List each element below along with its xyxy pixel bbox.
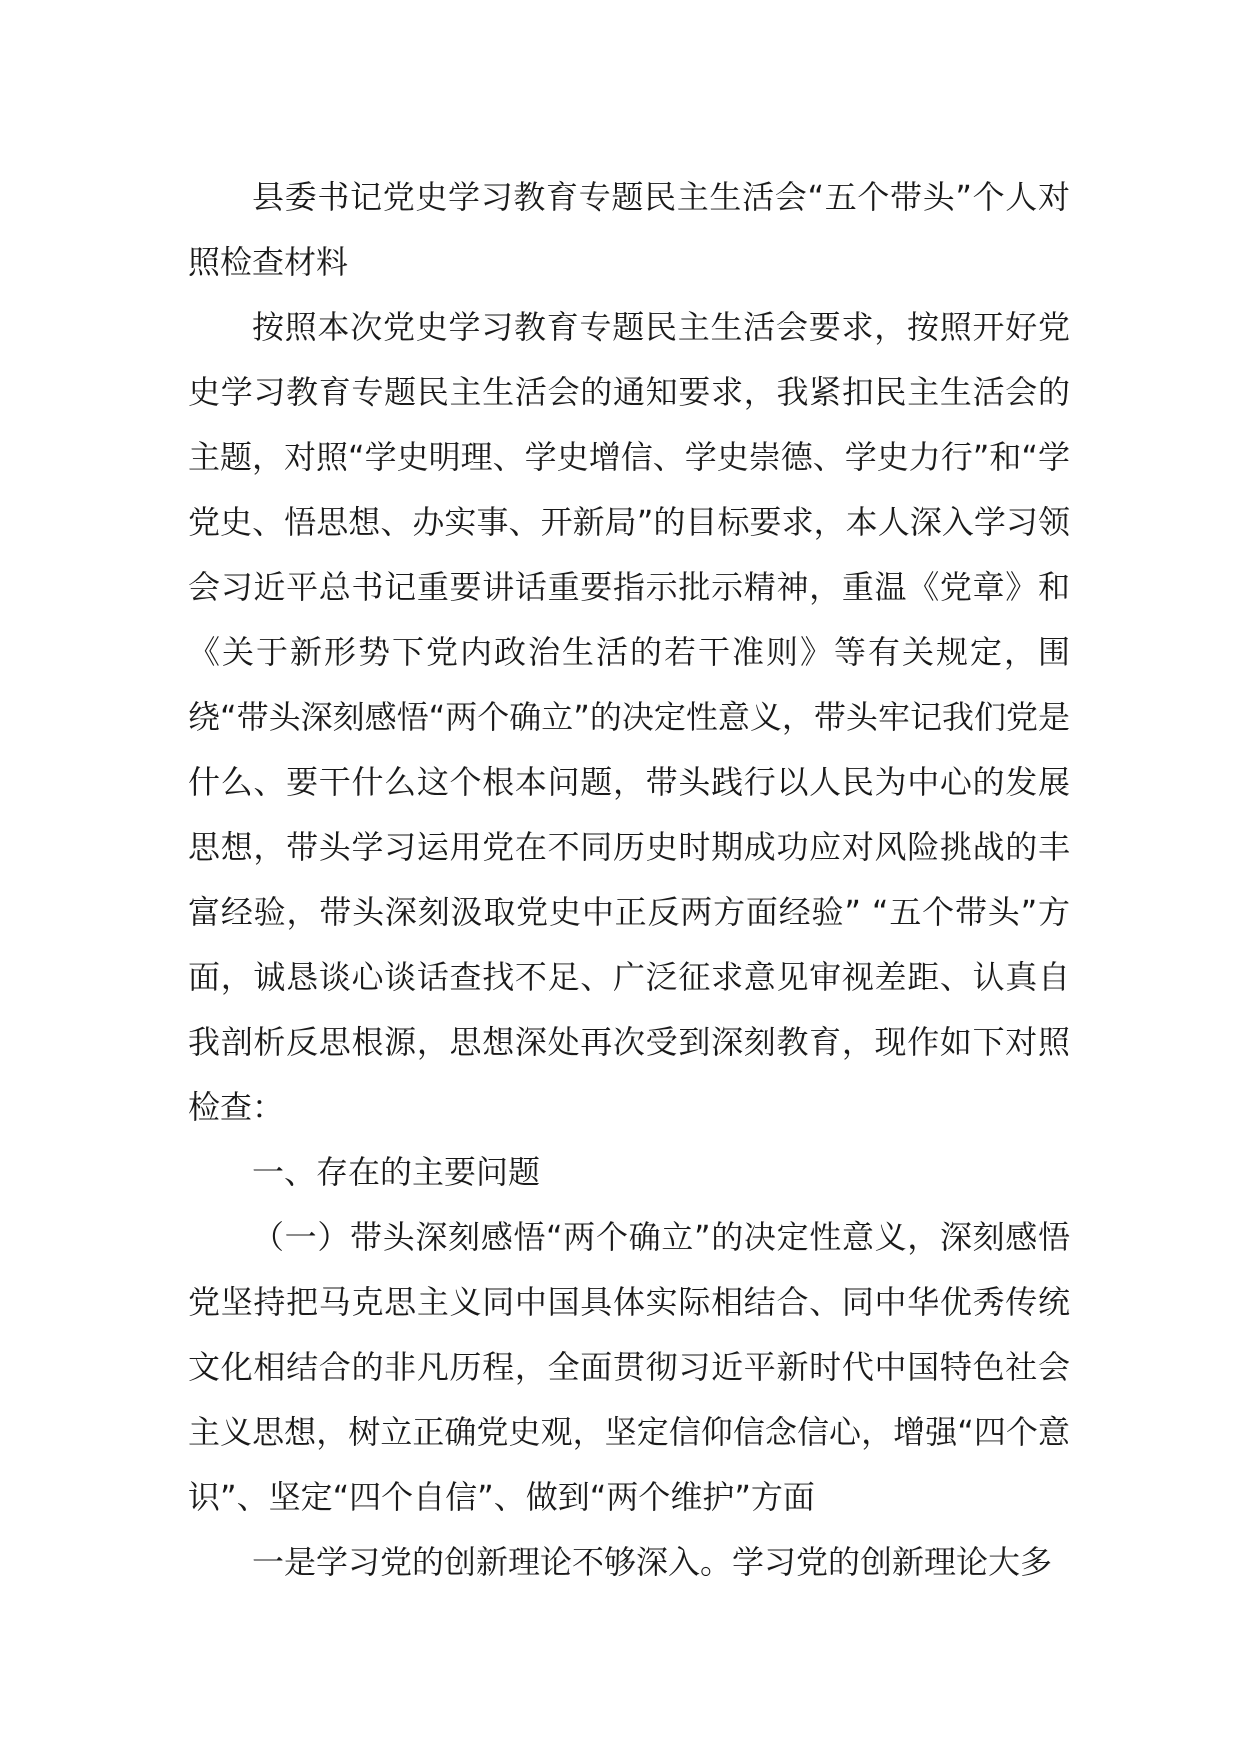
intro-paragraph: 按照本次党史学习教育专题民主生活会要求，按照开好党史学习教育专题民主生活会的通知要求，我紧扣民主生活会的主题，对照“学史明理、学史增信、学史崇德、学史力行”和“学党史、悟思想、办实事、开新局”的目标要求，本人深入学习领会习近平总书记重要讲话重要指示批示精神，重温《党章》和《关于新形势下党内政治生活的若干准则》等有关规定，围绕“带头深刻感悟“两个确立”的决定性意义，带头牢记我们党是什么、要干什么这个根本问题，带头践行以人民为中心的发展思想，带头学习运用党在不同历史时期成功应对风险挑战的丰富经验，带头深刻汲取党史中正反两方面经验” “五个带头”方面，诚恳谈心谈话查找不足、广泛征求意见审视差距、认真自我剖析反思根源，思想深处再次受到深刻教育，现作如下对照检查： bbox=[188, 308, 1070, 1126]
document-title: 县委书记党史学习教育专题民主生活会“五个带头”个人对照检查材料 bbox=[188, 178, 1070, 281]
subsection-paragraph: （一）带头深刻感悟“两个确立”的决定性意义，深刻感悟党坚持把马克思主义同中国具体实际相结合、同中华优秀传统文化相结合的非凡历程，全面贯彻习近平新时代中国特色社会主义思想，树立正确党史观，坚定信仰信念信心，增强“四个意识”、坚定“四个自信”、做到“两个维护”方面 bbox=[188, 1218, 1070, 1516]
document-body bbox=[188, 165, 1070, 1595]
point-paragraph: 一是学习党的创新理论不够深入。学习党的创新理论大多 bbox=[252, 1543, 1053, 1581]
section-heading: 一、存在的主要问题 bbox=[252, 1153, 541, 1191]
